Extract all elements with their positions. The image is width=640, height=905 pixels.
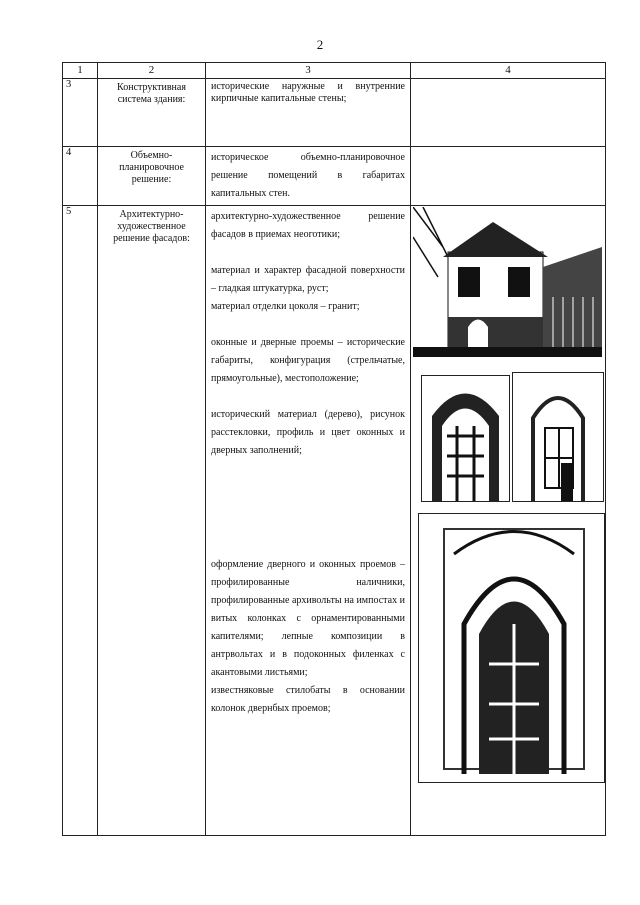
table-row [63,79,606,147]
row-image-cell [411,147,606,206]
table-row [63,147,606,206]
row-name: Конструктивная система здания: [98,79,206,147]
row-number: 4 [63,147,98,206]
decorated-portal-photo [418,513,605,783]
header-col-1: 1 [63,63,98,79]
description-text: оформление дверного и оконных проемов – профилированные наличники, профилированные архивольты на импостах и витых колонках с орнаментированными капителями; лепные композиции в антрвольтах и в подоконных филенках с акантовыми листьями; [211,559,405,678]
row-description [206,206,411,836]
doorway-arch-photo [421,375,510,502]
row-description [206,79,411,147]
description-text: известняковые стилобаты в основании колонок двернбых проемов; [211,685,405,714]
description-text: исторический материал (дерево), рисунок расстекловки, профиль и цвет оконных и дверных заполнений; [211,409,405,456]
window-photo [512,372,604,502]
description-text: материал и характер фасадной поверхности – гладкая штукатурка, руст; [211,265,405,294]
row-name: Архитектурно-художественное решение фасадов: [98,206,206,836]
table-header-row [63,63,606,79]
header-col-2: 2 [98,63,206,79]
header-col-3: 3 [206,63,411,79]
description-text: историческое объемно-планировочное решение помещений в габаритах капитальных стен. [211,152,405,199]
description-text: исторические наружные и внутренние кирпичные капитальные стены; [211,81,405,104]
building-facade-photo [413,207,602,357]
description-text: архитектурно-художественное решение фасадов в приемах неоготики; [211,211,405,240]
row-image-cell [411,79,606,147]
description-text: оконные и дверные проемы – исторические габариты, конфигурация (стрельчатые, прямоугольные), местоположение; [211,337,405,384]
row-description [206,147,411,206]
row-number: 5 [63,206,98,836]
header-col-4: 4 [411,63,606,79]
description-text: материал отделки цоколя – гранит; [211,301,360,312]
page-number: 2 [316,37,324,52]
row-name: Объемно-планировочное решение: [98,147,206,206]
row-number: 3 [63,79,98,147]
